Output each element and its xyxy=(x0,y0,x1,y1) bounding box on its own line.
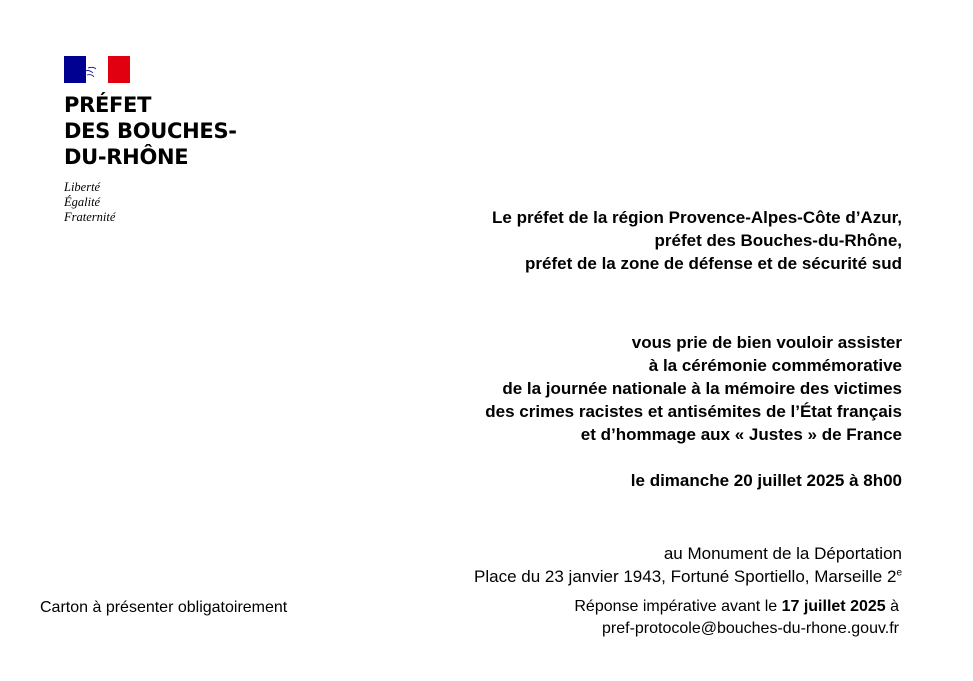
ceremony-date: le dimanche 20 juillet 2025 à 8h00 xyxy=(630,471,902,490)
prefecture-line: DES BOUCHES- xyxy=(64,119,237,143)
mandatory-card-note: Carton à présenter obligatoirement xyxy=(40,599,288,616)
rsvp-suffix: à xyxy=(885,598,899,615)
marianne-flag-icon xyxy=(64,56,130,83)
rsvp-deadline: 17 juillet 2025 xyxy=(781,598,886,615)
arrondissement-suffix: e xyxy=(896,567,902,579)
location-line-1: au Monument de la Déportation xyxy=(663,544,902,563)
issuer-line: préfet de la zone de défense et de sécurité sud xyxy=(525,254,902,273)
prefecture-name xyxy=(64,92,284,170)
invitation-line: vous prie de bien vouloir assister xyxy=(631,333,902,352)
motto-line: Égalité xyxy=(64,195,101,209)
issuer-block xyxy=(262,206,902,275)
location-address: Place du 23 janvier 1943, Fortuné Sportiello, Marseille 2 xyxy=(474,567,897,586)
rsvp-email[interactable]: pref-protocole@bouches-du-rhone.gouv.fr xyxy=(602,620,899,637)
prefecture-logo xyxy=(64,56,284,225)
invitation-block xyxy=(262,331,902,446)
issuer-line: Le préfet de la région Provence-Alpes-Côte d’Azur, xyxy=(492,208,902,227)
prefecture-line: PRÉFET xyxy=(64,93,152,117)
rsvp-line xyxy=(574,596,899,618)
location-line-2 xyxy=(262,565,902,588)
rsvp-prefix: Réponse impérative avant le xyxy=(574,598,782,615)
issuer-line: préfet des Bouches-du-Rhône, xyxy=(654,231,902,250)
invitation-body xyxy=(262,206,902,588)
prefecture-line: DU-RHÔNE xyxy=(64,145,189,169)
rsvp-block xyxy=(574,596,899,640)
ceremony-location xyxy=(262,542,902,588)
invitation-line: et d’hommage aux « Justes » de France xyxy=(580,425,902,444)
invitation-line: à la cérémonie commémorative xyxy=(648,356,902,375)
republic-motto xyxy=(64,180,284,225)
invitation-line: de la journée nationale à la mémoire des victimes xyxy=(502,379,902,398)
invitation-line: des crimes racistes et antisémites de l’État français xyxy=(485,402,902,421)
motto-line: Liberté xyxy=(64,180,101,194)
motto-line: Fraternité xyxy=(64,210,116,224)
